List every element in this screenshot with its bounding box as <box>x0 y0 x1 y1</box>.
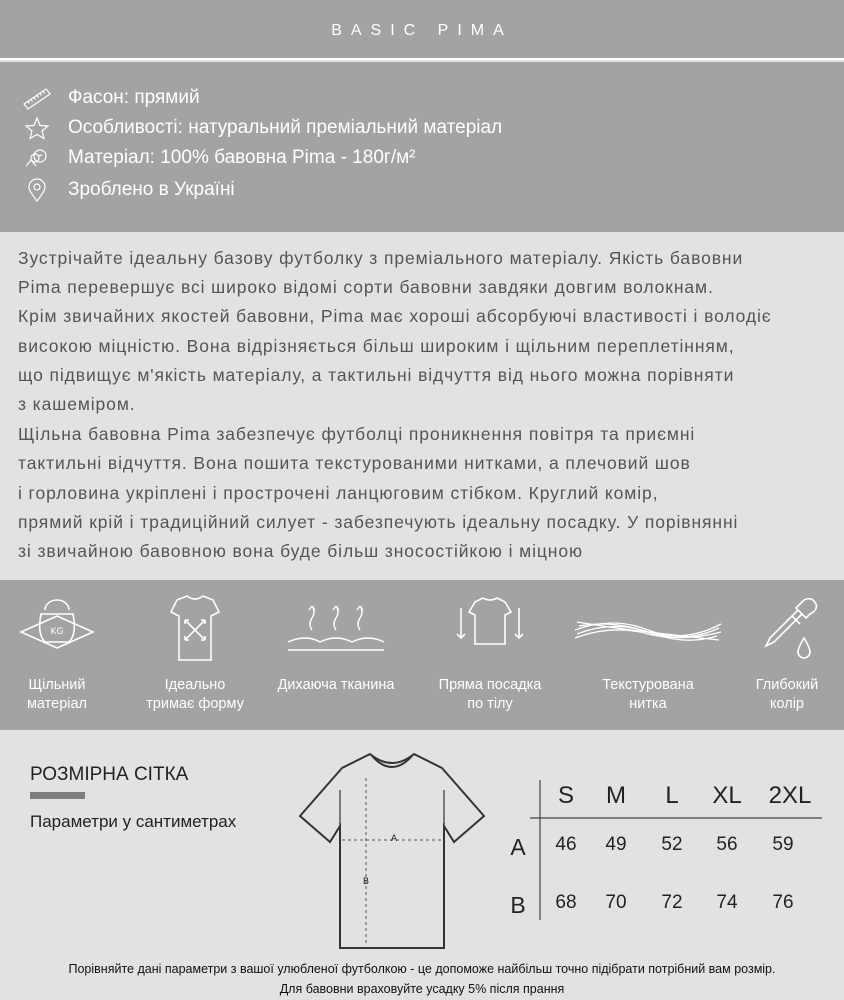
size-chart-subtitle: Параметри у сантиметрах <box>30 812 237 831</box>
feature-material-text: Матеріал: 100% бавовна Pima - 180г/м² <box>68 147 416 168</box>
property-label-line1: Ідеально <box>164 677 226 693</box>
property-label-line1: Пряма посадка <box>438 677 542 693</box>
textured-thread-icon <box>573 594 723 664</box>
property-label-line2: нитка <box>629 696 667 712</box>
property-label-line1: Текстурована <box>602 677 694 693</box>
tshirt-shape-icon <box>165 594 225 664</box>
size-cell: 70 <box>605 892 627 913</box>
size-header-s: S <box>557 782 574 809</box>
cotton-icon <box>22 146 52 170</box>
property-label <box>0 676 114 714</box>
footer-note-2: Для бавовни враховуйте усадку 5% після прання <box>279 982 565 996</box>
weight-icon <box>17 594 97 664</box>
size-header-m: M <box>606 782 626 809</box>
size-cell: 72 <box>661 892 683 913</box>
breathable-fabric-icon <box>286 594 386 664</box>
description-line: з кашеміром. <box>18 394 136 414</box>
size-cell: 74 <box>716 892 738 913</box>
row-label-b: B <box>510 892 526 918</box>
property-label-line1: Дихаюча тканина <box>277 677 395 693</box>
feature-fit-text: Фасон: прямий <box>68 87 200 108</box>
description-line: високою міцністю. Вона відрізняється більш широким і щільним переплетінням, <box>18 336 735 356</box>
row-label-a: A <box>510 834 526 860</box>
size-cell: 68 <box>555 892 577 913</box>
features-panel <box>0 62 844 232</box>
footer-note-1: Порівняйте дані параметри з вашої улюбленої футболкою - це допоможе найбільш точно підібрати потрібний вам розмір. <box>68 962 776 976</box>
property-label-line1: Глибокий <box>755 677 819 693</box>
header-banner <box>0 0 844 60</box>
description-line: Зустрічайте ідеальну базову футболку з преміального матеріалу. Якість бавовни <box>18 248 744 268</box>
property-deep-color <box>730 580 844 730</box>
feature-specials <box>22 113 502 143</box>
property-shape <box>130 580 260 730</box>
tshirt-diagram <box>296 744 488 958</box>
size-cell: 59 <box>772 834 794 855</box>
description-line: зі звичайною бавовною вона буде більш зносостійкою і міцною <box>18 541 584 561</box>
straight-fit-icon <box>455 594 525 664</box>
description-line: Крім звичайних якостей бавовни, Pima має хороші абсорбуючі властивості і володіє <box>18 306 772 326</box>
diagram-label-a: A <box>390 834 398 844</box>
property-textured-thread <box>576 580 720 730</box>
size-cell: 52 <box>661 834 683 855</box>
description-line: тактильні відчуття. Вона пошита текстурованими нитками, а плечовий шов <box>18 453 691 473</box>
property-label <box>730 676 844 714</box>
property-straight-fit <box>420 580 560 730</box>
description-line: прямий крій і традиційний силует - забезпечують ідеальну посадку. У порівнянні <box>18 512 739 532</box>
location-pin-icon <box>22 178 52 202</box>
page-title: BASIC PIMA <box>331 22 513 39</box>
feature-fit <box>22 83 200 113</box>
property-label-line2: матеріал <box>26 696 88 712</box>
size-header-l: L <box>665 782 679 809</box>
size-header-xl: XL <box>712 782 742 809</box>
property-label-line1: Щільний <box>28 677 86 693</box>
size-chart-title: РОЗМІРНА СІТКА <box>30 764 189 785</box>
size-header-2xl: 2XL <box>768 782 812 809</box>
property-dense <box>0 580 114 730</box>
properties-panel <box>0 580 844 730</box>
size-cell: 76 <box>772 892 794 913</box>
description-line: що підвищує м'якість матеріалу, а тактильні відчуття від нього можна порівняти <box>18 365 735 385</box>
property-label <box>576 676 720 714</box>
feature-origin-text: Зроблено в Україні <box>68 179 235 200</box>
property-label <box>266 676 406 695</box>
ruler-icon <box>22 86 52 110</box>
description-block <box>0 232 844 580</box>
size-chart-accent-bar <box>30 792 85 799</box>
property-label-line2: по тілу <box>467 696 513 712</box>
star-icon <box>22 116 52 140</box>
feature-specials-text: Особливості: натуральний преміальний матеріал <box>68 117 503 138</box>
size-chart-section <box>0 730 844 1000</box>
description-line: Pima перевершує всі широко відомі сорти бавовни завдяки довгим волокнам. <box>18 277 714 297</box>
size-cell: 49 <box>605 834 627 855</box>
property-label <box>130 676 260 714</box>
feature-origin <box>22 175 235 205</box>
feature-material <box>22 143 415 173</box>
property-label <box>420 676 560 714</box>
header-divider <box>0 58 844 60</box>
svg-text:KG: KG <box>50 627 64 637</box>
property-label-line2: тримає форму <box>146 696 244 712</box>
description-line: Щільна бавовна Pima забезпечує футболці проникнення повітря та приємні <box>18 424 696 444</box>
property-label-line2: колір <box>770 696 804 712</box>
dropper-icon <box>752 594 822 664</box>
size-cell: 56 <box>716 834 738 855</box>
diagram-label-b: B <box>362 877 370 887</box>
description-line: і горловина укріплені і прострочені ланцюговим стібком. Круглий комір, <box>18 483 659 503</box>
property-breathable <box>266 580 406 730</box>
size-cell: 46 <box>555 834 577 855</box>
